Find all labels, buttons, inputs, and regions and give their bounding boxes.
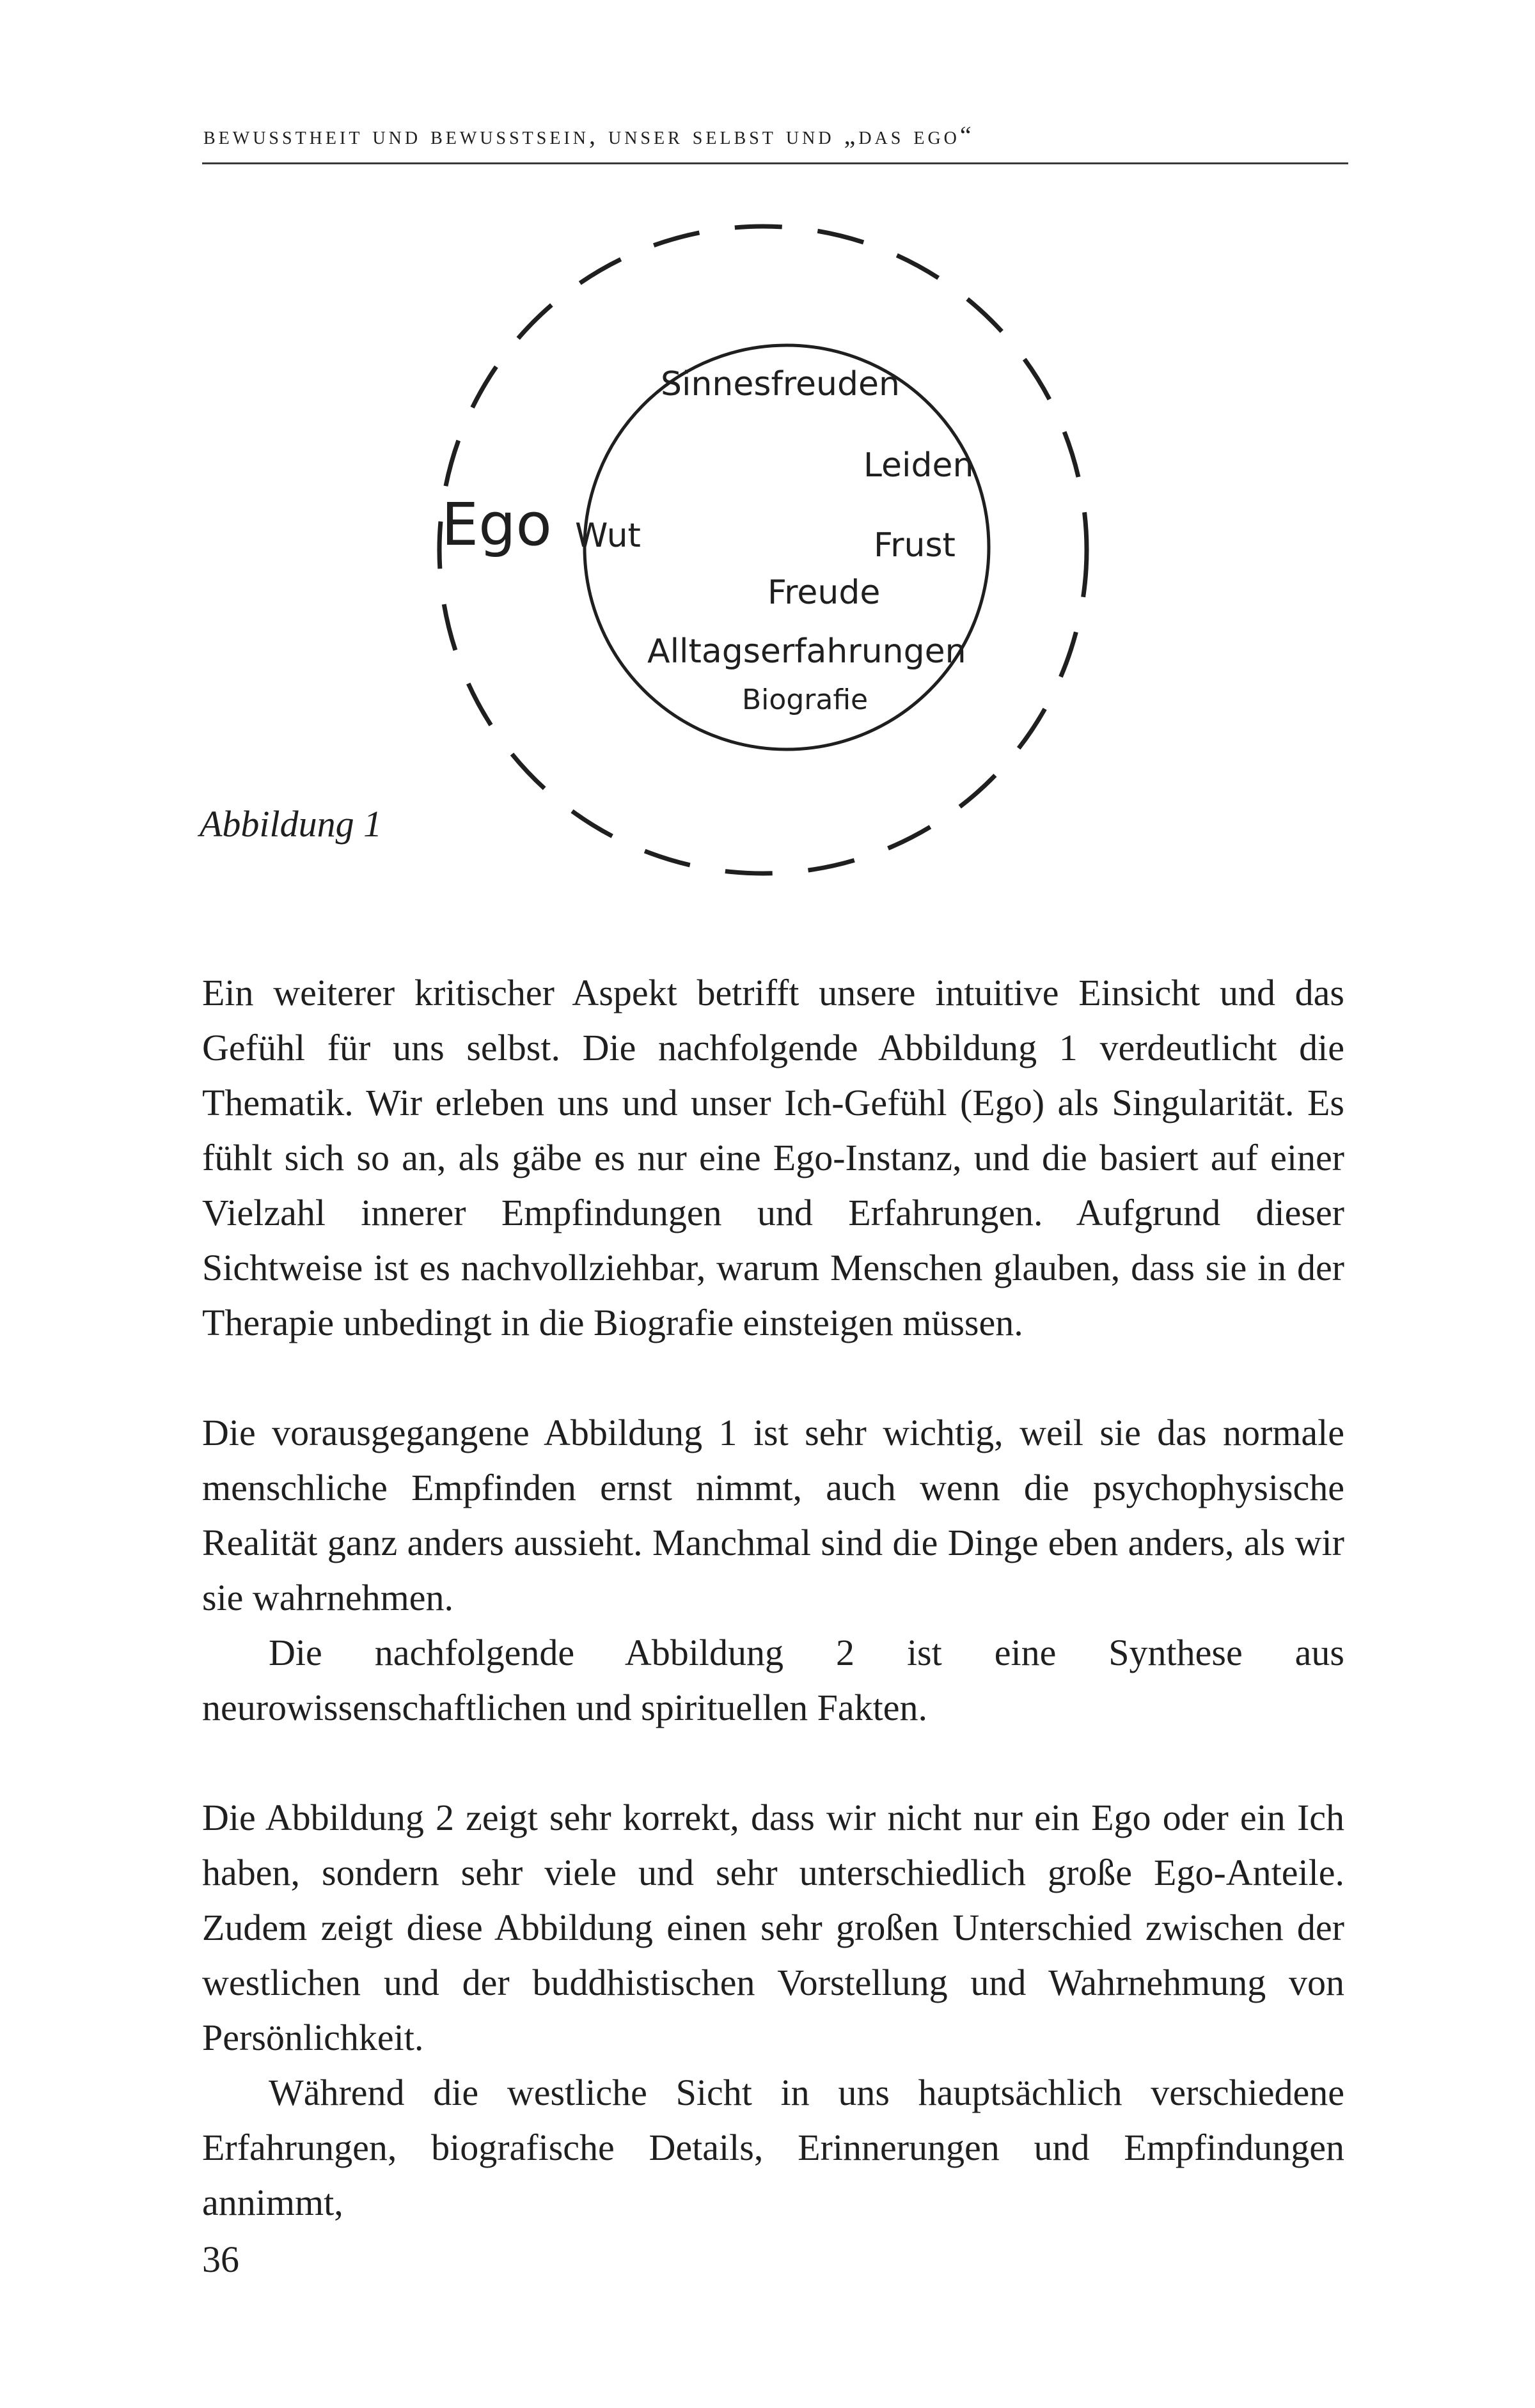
label-freude: Freude	[767, 574, 881, 612]
ego-label: Ego	[441, 490, 552, 559]
paragraph-4: Die Abbildung 2 zeigt sehr korrekt, dass wir nicht nur ein Ego oder ein Ich haben, sondern sehr viele und sehr unterschiedlich große Ego-Anteile. Zudem zeigt diese Abbildung einen sehr großen Unterschied zwischen der westlichen und der buddhistischen Vorstellung und Wahrnehmung von Persönlichkeit.	[202, 1797, 1344, 2058]
paragraph-3: Die nachfolgende Abbildung 2 ist eine Synthese aus neurowissenschaftlichen und spirituellen Fakten.	[202, 1632, 1344, 1728]
label-alltagserfahrungen: Alltagserfahrungen	[647, 632, 966, 671]
label-frust: Frust	[874, 526, 956, 565]
label-leiden: Leiden	[863, 446, 974, 485]
label-wut: Wut	[575, 517, 641, 555]
paragraph-2: Die vorausgegangene Abbildung 1 ist sehr wichtig, weil sie das normale menschliche Empfinden ernst nimmt, auch wenn die psychophysische Realität ganz anders aussieht. Manchmal sind die Dinge eben anders, als wir sie wahrnehmen.	[202, 1412, 1344, 1618]
figure-caption: Abbildung 1	[200, 803, 382, 845]
label-sinnesfreuden: Sinnesfreuden	[661, 365, 900, 403]
paragraph-1: Ein weiterer kritischer Aspekt betrifft unsere intuitive Einsicht und das Gefühl für uns selbst. Die nachfolgende Abbildung 1 verdeutlicht die Thematik. Wir erleben uns und unser Ich-Gefühl (Ego) als Singularität. Es fühlt sich so an, als gäbe es nur eine Ego-Instanz, und die basiert auf einer Vielzahl innerer Empfindungen und Erfahrungen. Aufgrund dieser Sichtweise ist es nachvollziehbar, warum Menschen glauben, dass sie in der Therapie unbedingt in die Biografie einsteigen müssen.	[202, 972, 1344, 1343]
paragraph-5: Während die westliche Sicht in uns hauptsächlich verschiedene Erfahrungen, biografische Details, Erinnerungen und Empfindungen annimmt,	[202, 2072, 1344, 2223]
label-biografie: Biografie	[742, 684, 869, 716]
page-number: 36	[202, 2239, 239, 2280]
body-text	[202, 966, 1344, 2230]
ego-diagram	[0, 0, 1535, 895]
running-header: bewusstheit und bewusstsein, unser selbst und „das ego“	[203, 121, 975, 150]
